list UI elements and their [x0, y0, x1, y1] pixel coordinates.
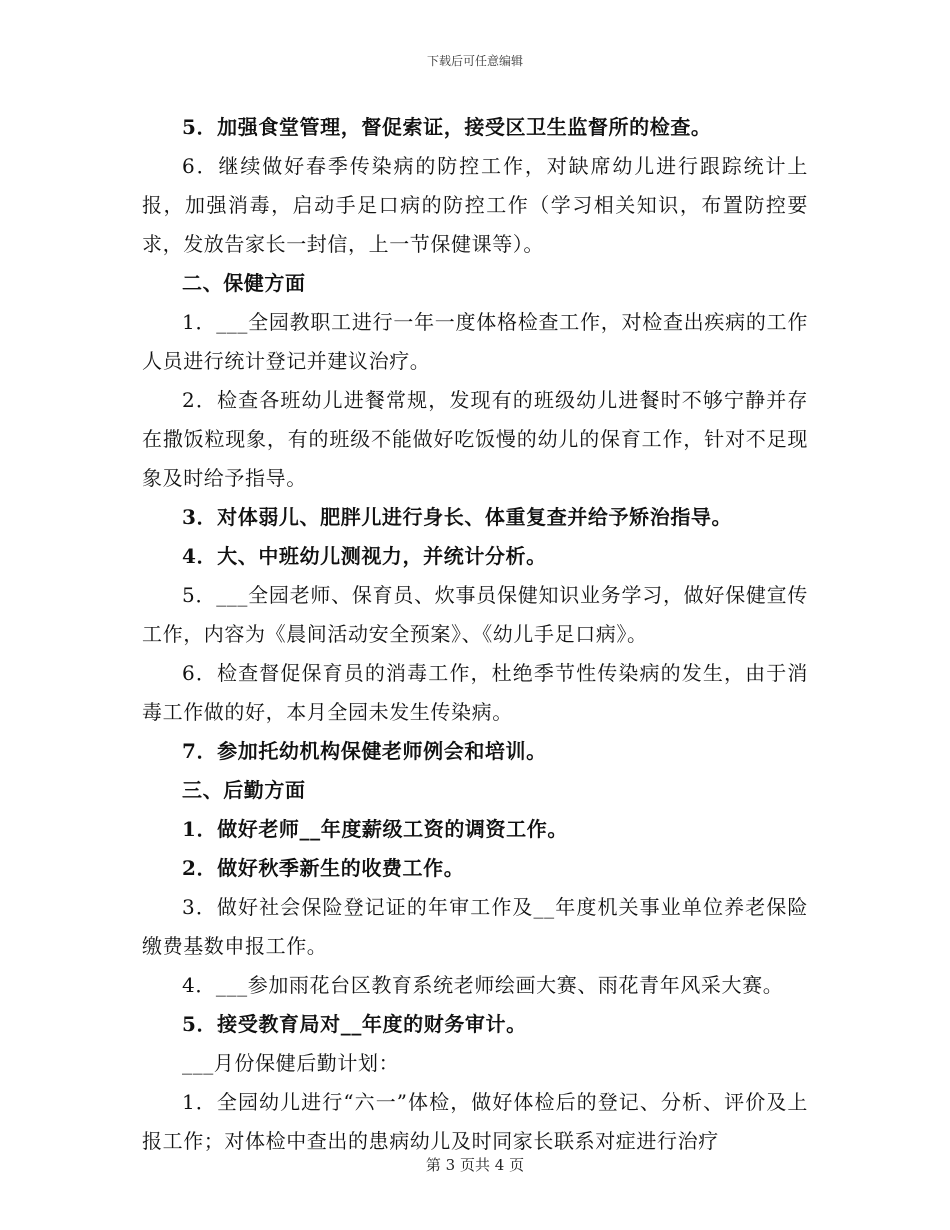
document-body	[142, 108, 808, 1161]
paragraph: 6．继续做好春季传染病的防控工作，对缺席幼儿进行跟踪统计上报，加强消毒，启动手足口病的防控工作（学习相关知识，布置防控要求，发放告家长一封信，上一节保健课等）。	[142, 154, 808, 256]
paragraph: 4．___参加雨花台区教育系统老师绘画大赛、雨花青年风采大赛。	[182, 973, 784, 997]
paragraph: 7．参加托幼机构保健老师例会和培训。	[182, 739, 547, 763]
paragraph: 3．做好社会保险登记证的年审工作及__年度机关事业单位养老保险缴费基数申报工作。	[142, 895, 808, 958]
paragraph: ___月份保健后勤计划：	[182, 1051, 400, 1075]
paragraph: 5．接受教育局对__年度的财务审计。	[182, 1012, 527, 1036]
page-footer: 第 3 页共 4 页	[425, 1156, 525, 1174]
paragraph: 4．大、中班幼儿测视力，并统计分析。	[182, 544, 547, 568]
paragraph: 6．检查督促保育员的消毒工作，杜绝季节性传染病的发生，由于消毒工作做的好，本月全园未发生传染病。	[142, 661, 808, 724]
page-header: 下载后可任意编辑	[426, 54, 523, 68]
section-heading: 二、保健方面	[182, 271, 306, 295]
paragraph: 2．检查各班幼儿进餐常规，发现有的班级幼儿进餐时不够宁静并存在撒饭粒现象，有的班级不能做好吃饭慢的幼儿的保育工作，针对不足现象及时给予指导。	[142, 388, 808, 490]
paragraph: 2．做好秋季新生的收费工作。	[182, 856, 465, 880]
section-heading: 三、后勤方面	[182, 778, 306, 802]
paragraph: 5．加强食堂管理，督促索证，接受区卫生监督所的检查。	[182, 115, 712, 139]
paragraph: 1．全园幼儿进行“六一”体检，做好体检后的登记、分析、评价及上报工作；对体检中查出的患病幼儿及时同家长联系对症进行治疗	[142, 1090, 808, 1153]
paragraph: 1．做好老师__年度薪级工资的调资工作。	[182, 817, 568, 841]
paragraph: 3．对体弱儿、肥胖儿进行身长、体重复查并给予矫治指导。	[182, 505, 733, 529]
paragraph: 5．___全园老师、保育员、炊事员保健知识业务学习，做好保健宣传工作，内容为《晨间活动安全预案》、《幼儿手足口病》。	[142, 583, 808, 646]
paragraph: 1．___全园教职工进行一年一度体格检查工作，对检查出疾病的工作人员进行统计登记并建议治疗。	[142, 310, 808, 373]
